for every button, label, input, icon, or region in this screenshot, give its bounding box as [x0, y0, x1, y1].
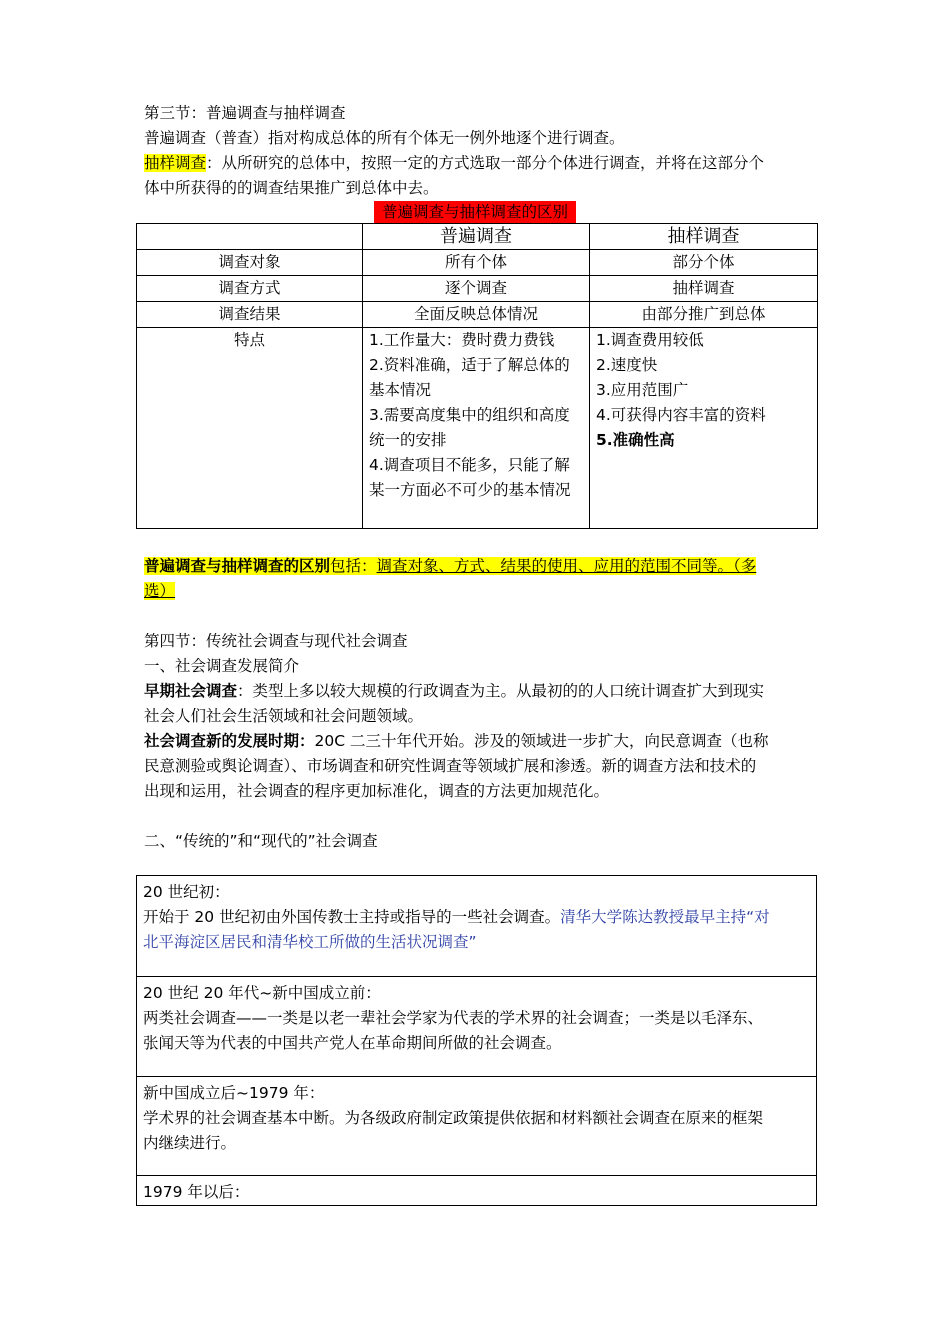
history-cell	[137, 1176, 817, 1206]
census-feature-item: 2.资料准确，适于了解总体的基本情况	[369, 356, 570, 399]
sampling-feature-item: 1.调查费用较低	[596, 331, 704, 349]
history-blue-text-2: 北平海淀区居民和清华校工所做的生活状况调查”	[143, 933, 477, 951]
history-period: 20 世纪 20 年代~新中国成立前：	[143, 984, 381, 1002]
history-cell	[137, 977, 817, 1077]
history-row	[137, 876, 817, 977]
history-blue-text: 清华大学陈达教授最早主持“对	[560, 908, 770, 926]
sampling-cell: 抽样调查	[590, 276, 818, 302]
history-text-part: 开始于 20 世纪初由外国传教士主持或指导的一些社会调查。	[143, 908, 561, 926]
sampling-feature-item: 3.应用范围广	[596, 381, 689, 399]
difference-note-line2	[144, 579, 816, 604]
header-empty-cell	[137, 224, 363, 250]
history-text: 两类社会调查——一类是以老一辈社会学家为代表的学术界的社会调查；一类是以毛泽东、	[143, 1009, 764, 1027]
census-definition: 普遍调查（普查）指对构成总体的所有个体无一例外地逐个进行调查。	[144, 129, 625, 147]
history-text-2: 内继续进行。	[143, 1134, 237, 1152]
census-feature-item: 3.需要高度集中的组织和高度统一的安排	[369, 406, 570, 449]
census-features-cell	[363, 328, 590, 529]
subsection2-title: 二、“传统的”和“现代的”社会调查	[144, 832, 378, 850]
census-cell: 全面反映总体情况	[363, 302, 590, 328]
table-row	[137, 250, 818, 276]
row-label: 调查对象	[137, 250, 363, 276]
features-row	[137, 328, 818, 529]
row-label: 调查结果	[137, 302, 363, 328]
history-table	[136, 875, 817, 1206]
history-row	[137, 977, 817, 1077]
history-period: 20 世纪初：	[143, 883, 230, 901]
header-census: 普遍调查	[363, 224, 590, 250]
sampling-definition-line2: 体中所获得的的调查结果推广到总体中去。	[144, 179, 439, 197]
sampling-def-text: ：从所研究的总体中，按照一定的方式选取一部分个体进行调查，并将在这部分个	[206, 154, 765, 172]
subsection1-title: 一、社会调查发展简介	[144, 657, 300, 675]
sampling-cell: 由部分推广到总体	[590, 302, 818, 328]
header-sampling: 抽样调查	[590, 224, 818, 250]
history-period: 1979 年以后：	[143, 1183, 250, 1201]
sampling-term: 抽样调查	[144, 154, 207, 172]
history-cell	[137, 1077, 817, 1176]
sampling-definition-line1	[144, 151, 816, 176]
new-period-term: 社会调查新的发展时期：	[144, 732, 315, 750]
compare-table-title: 普遍调查与抽样调查的区别	[374, 201, 576, 223]
early-survey-line2: 社会人们社会生活领域和社会问题领域。	[144, 707, 424, 725]
sampling-cell: 部分个体	[590, 250, 818, 276]
history-period: 新中国成立后~1979 年：	[143, 1084, 325, 1102]
early-survey-term: 早期社会调查	[144, 682, 238, 700]
sampling-features-cell	[590, 328, 818, 529]
difference-note-line1	[144, 554, 816, 579]
new-period-line3: 出现和运用，社会调查的程序更加标准化，调查的方法更加规范化。	[144, 782, 610, 800]
difference-note-normal: 包括：	[330, 557, 377, 575]
new-period-line2: 民意测验或舆论调查）、市场调查和研究性调查等领域扩展和渗透。新的调查方法和技术的	[144, 757, 757, 775]
difference-note-underlined-2: 选）	[144, 582, 176, 600]
section4-title: 第四节：传统社会调查与现代社会调查	[144, 632, 408, 650]
new-period-line1	[144, 729, 816, 754]
difference-note-underlined: 调查对象、方式、结果的使用、应用的范围不同等。（多	[376, 557, 757, 575]
sampling-feature-item: 5.准确性高	[596, 431, 675, 449]
census-cell: 所有个体	[363, 250, 590, 276]
sampling-feature-item: 4.可获得内容丰富的资料	[596, 406, 766, 424]
census-feature-item: 4.调查项目不能多，只能了解某一方面必不可少的基本情况	[369, 456, 571, 499]
history-text: 学术界的社会调查基本中断。为各级政府制定政策提供依据和材料额社会调查在原来的框架	[143, 1109, 764, 1127]
history-row	[137, 1176, 817, 1206]
sampling-feature-item: 2.速度快	[596, 356, 658, 374]
history-text-2: 张闻天等为代表的中国共产党人在革命期间所做的社会调查。	[143, 1034, 562, 1052]
history-row	[137, 1077, 817, 1176]
census-cell: 逐个调查	[363, 276, 590, 302]
history-cell	[137, 876, 817, 977]
table-row	[137, 302, 818, 328]
census-feature-item: 1.工作量大：费时费力费钱	[369, 331, 555, 349]
early-survey-text: ：类型上多以较大规模的行政调查为主。从最初的的人口统计调查扩大到现实	[237, 682, 765, 700]
features-label: 特点	[137, 328, 363, 529]
row-label: 调查方式	[137, 276, 363, 302]
difference-note-bold: 普遍调查与抽样调查的区别	[144, 557, 331, 575]
history-text	[143, 905, 810, 930]
new-period-text: 20C 二三十年代开始。涉及的领域进一步扩大，向民意调查（也称	[314, 732, 769, 750]
compare-table	[136, 223, 818, 529]
early-survey-line1	[144, 679, 816, 704]
table-header-row	[137, 224, 818, 250]
table-row	[137, 276, 818, 302]
section3-title: 第三节：普遍调查与抽样调查	[144, 104, 346, 122]
